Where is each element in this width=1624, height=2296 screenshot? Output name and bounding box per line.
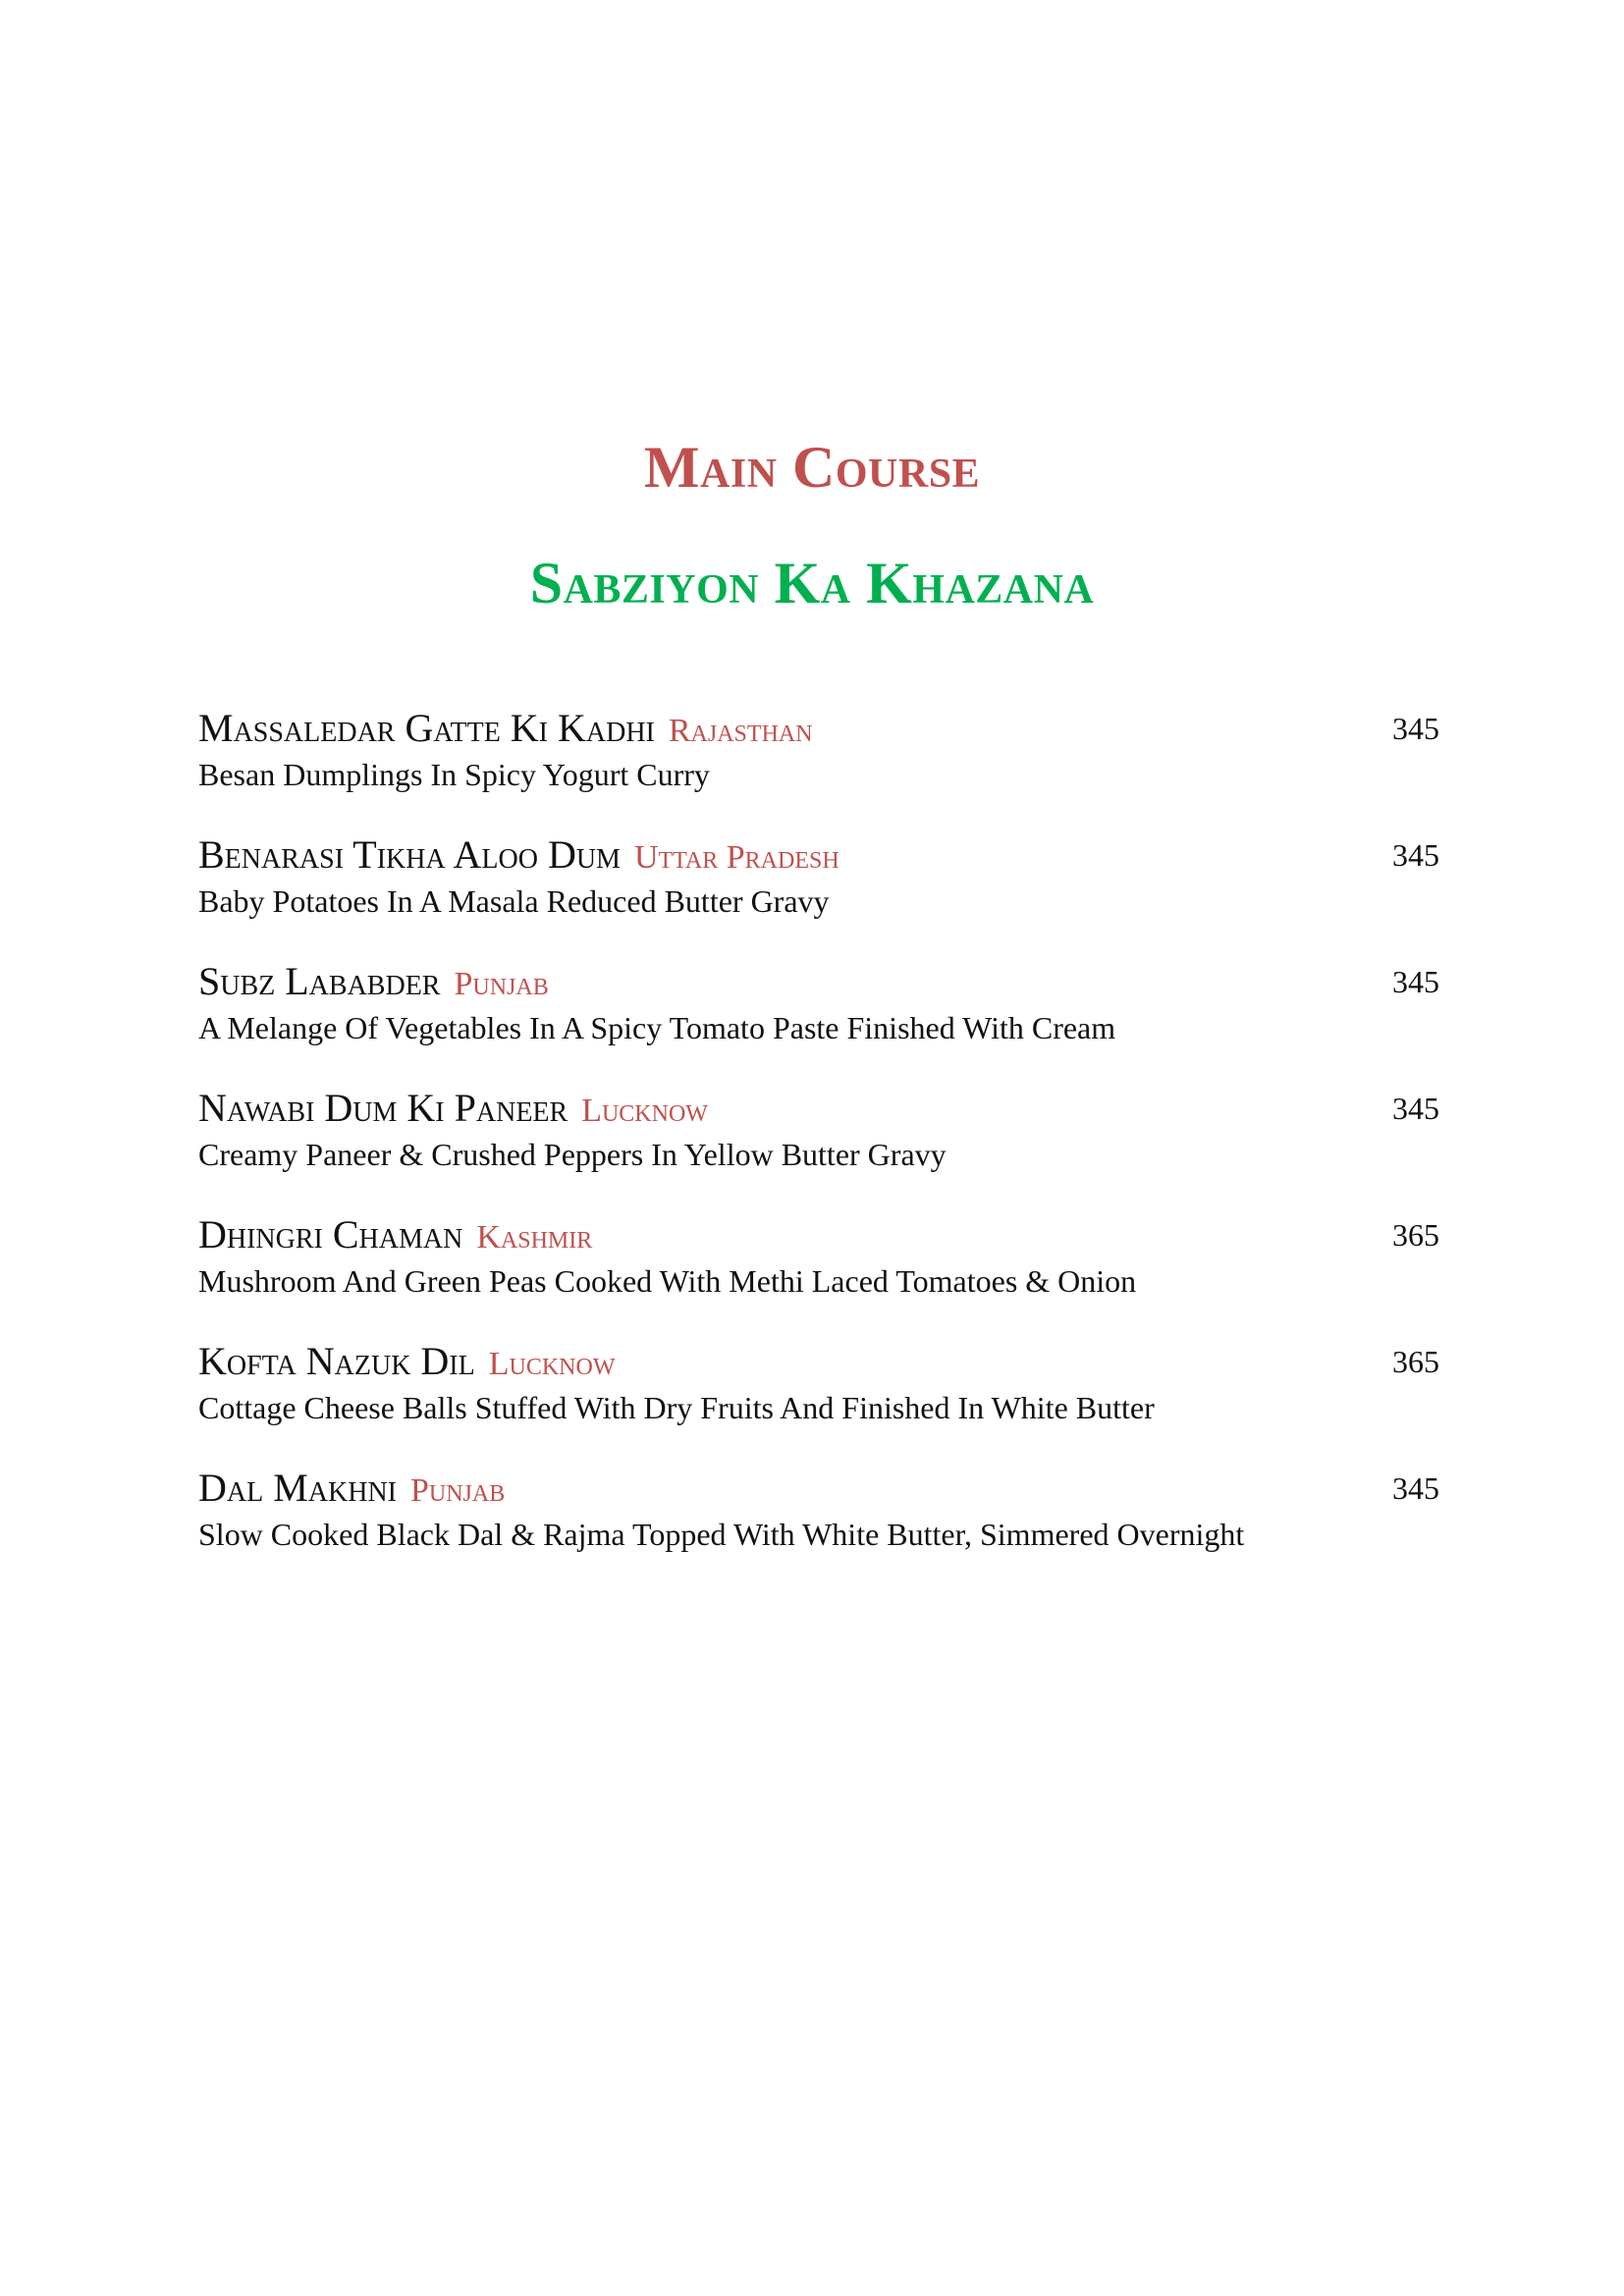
dish-region: Punjab [454, 966, 549, 1002]
dish-price: 345 [1392, 837, 1439, 873]
menu-item [198, 707, 1439, 833]
dish-region: Lucknow [488, 1346, 616, 1382]
dish-description: Mushroom And Green Peas Cooked With Methi Laced Tomatoes & Onion [198, 1263, 1137, 1299]
menu-item [198, 833, 1439, 960]
dish-region: Rajasthan [668, 713, 813, 749]
dish-description: Besan Dumplings In Spicy Yogurt Curry [198, 757, 710, 792]
dish-region: Lucknow [581, 1093, 708, 1129]
dish-name: Dal Makhni [198, 1466, 397, 1510]
dish-description: A Melange Of Vegetables In A Spicy Tomato Paste Finished With Cream [198, 1010, 1116, 1045]
dish-description: Creamy Paneer & Crushed Peppers In Yellow Butter Gravy [198, 1137, 947, 1172]
menu-item [198, 1213, 1439, 1340]
dish-name: Dhingri Chaman [198, 1212, 463, 1256]
menu-item [198, 1467, 1439, 1593]
dish-region: Uttar Pradesh [633, 839, 839, 876]
dish-description: Baby Potatoes In A Masala Reduced Butter Gravy [198, 883, 830, 919]
dish-price: 345 [1392, 1091, 1439, 1126]
dish-price: 345 [1392, 1470, 1439, 1506]
dish-region: Kashmir [476, 1219, 593, 1255]
menu-item-header [198, 833, 1439, 877]
menu-item-header [198, 1340, 1439, 1383]
section-subtitle: Sabziyon Ka Khazana [529, 550, 1095, 615]
menu-item-header [198, 1087, 1439, 1130]
dish-price: 345 [1392, 964, 1439, 999]
dish-description: Cottage Cheese Balls Stuffed With Dry Fruits And Finished In White Butter [198, 1390, 1155, 1425]
dish-price: 345 [1392, 711, 1439, 746]
dish-description: Slow Cooked Black Dal & Rajma Topped With White Butter, Simmered Overnight [198, 1517, 1245, 1552]
dish-region: Punjab [409, 1472, 506, 1509]
dish-name: Nawabi Dum Ki Paneer [198, 1086, 568, 1130]
menu-item [198, 960, 1439, 1087]
menu-item [198, 1340, 1439, 1467]
dish-name: Massaledar Gatte Ki Kadhi [198, 706, 655, 750]
dish-name: Subz Lababder [198, 959, 441, 1003]
menu-item-header [198, 1213, 1439, 1256]
menu-item-header [198, 707, 1439, 750]
dish-name: Benarasi Tikha Aloo Dum [198, 832, 621, 877]
menu-list [198, 707, 1439, 1593]
menu-item-header [198, 1467, 1439, 1510]
dish-name: Kofta Nazuk Dil [198, 1339, 475, 1383]
menu-item [198, 1087, 1439, 1213]
dish-price: 365 [1392, 1344, 1439, 1379]
dish-price: 365 [1392, 1217, 1439, 1253]
menu-item-header [198, 960, 1439, 1003]
page-title: Main Course [643, 435, 981, 501]
